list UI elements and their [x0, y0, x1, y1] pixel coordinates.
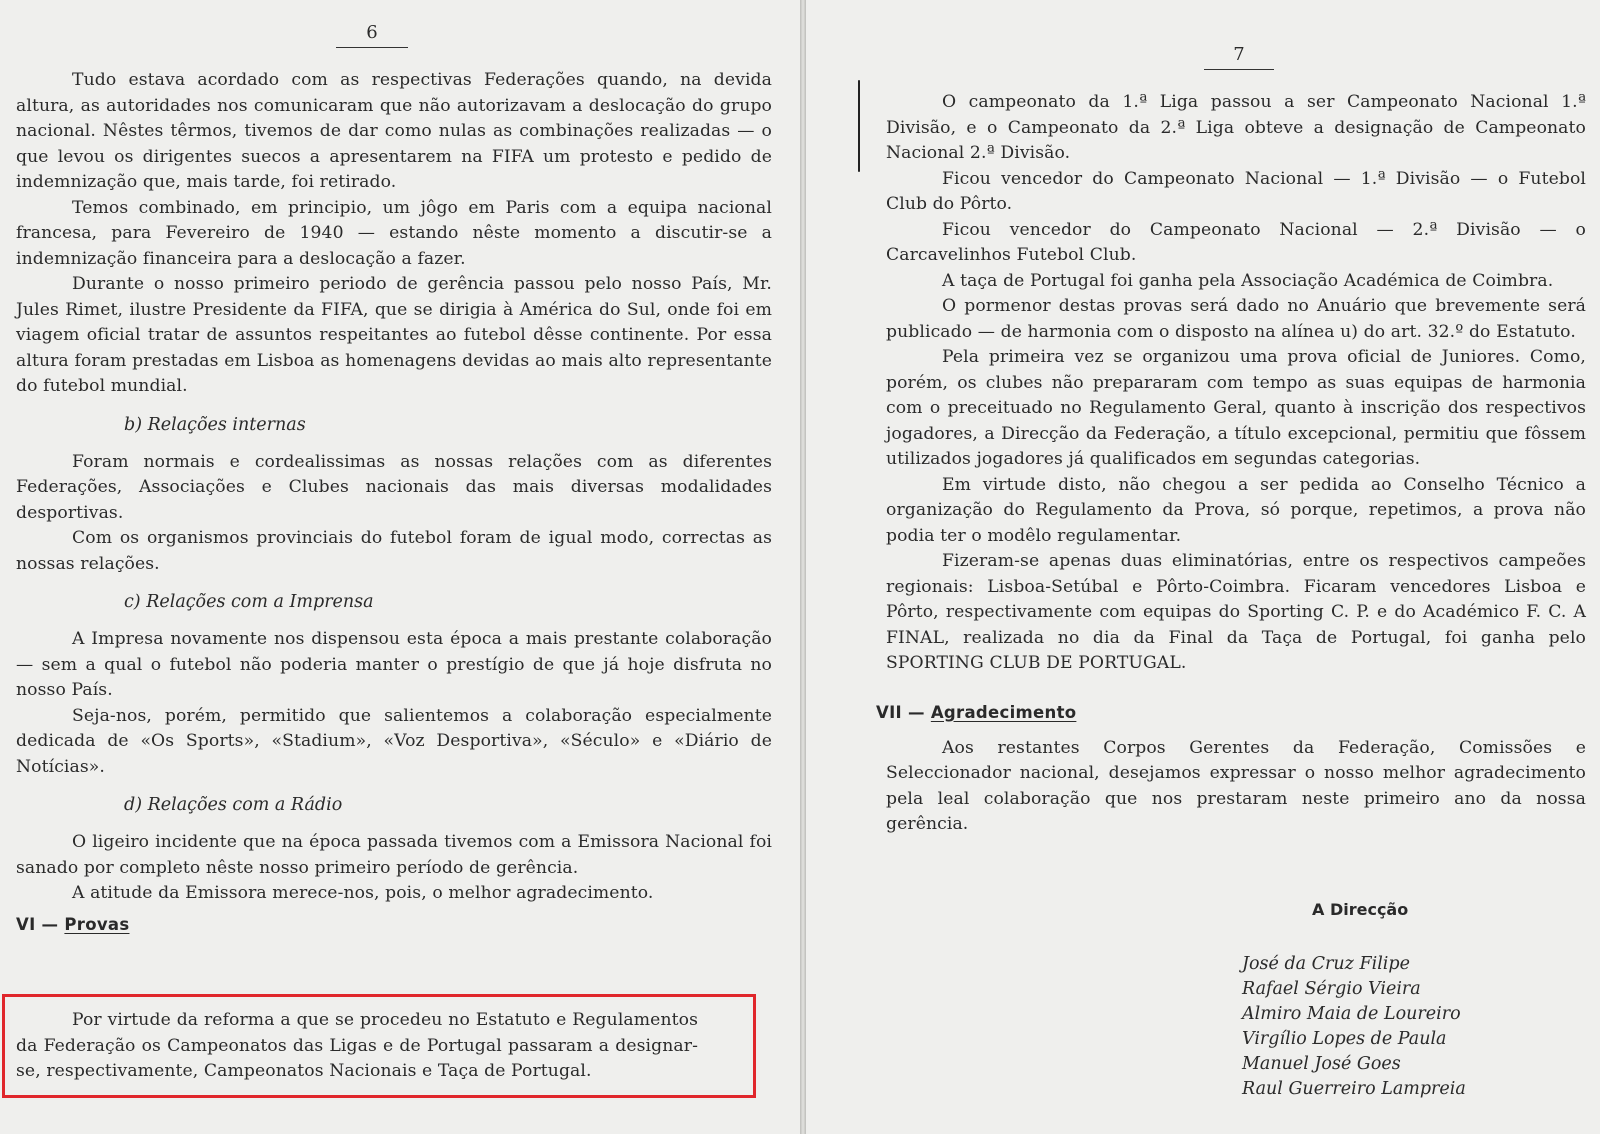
paragraph: Durante o nosso primeiro periodo de gerência passou pelo nosso País, Mr. Jules Rimet, ilustre Presidente da FIFA, que se dirigia à América do Sul, onde foi em viagem oficial tratar de assuntos respeitantes ao futebol dêsse continente. Por essa altura foram prestadas em Lisboa as homenagens devidas ao mais alto representante do futebol mundial. — [16, 274, 772, 396]
signatory-name: José da Cruz Filipe — [1242, 954, 1410, 974]
paragraph: A Impresa novamente nos dispensou esta época a mais prestante colaboração — sem a qual o futebol não poderia manter o prestígio de que já hoje disfruta no nosso País. — [16, 629, 772, 700]
paragraph: Pela primeira vez se organizou uma prova oficial de Juniores. Como, porém, os clubes não prepararam com tempo as suas equipas de harmonia com o preceituado no Regulamento Geral, quanto à inscrição dos respectivos jogadores, a Direcção da Federação, a título excepcional, permitiu que fôssem utilizados jogadores já qualificados em segundas categorias. — [886, 347, 1586, 469]
paragraph: A taça de Portugal foi ganha pela Associação Académica de Coimbra. — [942, 270, 1554, 291]
signature-heading: A Direcção — [1312, 900, 1409, 919]
paragraph: Temos combinado, em principio, um jôgo em Paris com a equipa nacional francesa, para Fevereiro de 1940 — estando nêste momento a discutir-se a indemnização financeira para a deslocação a fazer. — [16, 197, 772, 269]
signatory-name: Raul Guerreiro Lampreia — [1242, 1079, 1466, 1099]
signatory-name: Rafael Sérgio Vieira — [1242, 979, 1421, 999]
right-page — [806, 0, 1600, 1134]
page-number-rule — [1204, 69, 1274, 70]
signatories-list — [1242, 952, 1466, 1102]
page-number-7 — [1204, 44, 1274, 70]
paragraph: Em virtude disto, não chegou a ser pedida ao Conselho Técnico a organização do Regulamento da Prova, só porque, repetimos, a prova não podia ter o modêlo regulamentar. — [886, 474, 1586, 546]
paragraph: Ficou vencedor do Campeonato Nacional — 2.ª Divisão — o Carcavelinhos Futebol Club. — [886, 219, 1586, 265]
section-number: VI — — [16, 914, 59, 934]
subsection-heading-c: c) Relações com a Imprensa — [124, 592, 374, 612]
signatory-name: Manuel José Goes — [1242, 1054, 1401, 1074]
section-title: Provas — [64, 914, 130, 934]
page-number-text: 6 — [366, 22, 378, 43]
paragraph: O campeonato da 1.ª Liga passou a ser Campeonato Nacional 1.ª Divisão, e o Campeonato da 2.ª Liga obteve a designação de Campeonato Nacional 2.ª Divisão. — [886, 92, 1586, 163]
signatory-name: Almiro Maia de Loureiro — [1242, 1004, 1461, 1024]
section-heading-vii — [876, 703, 1586, 722]
paragraph: Foram normais e cordealissimas as nossas relações com as diferentes Federações, Associações e Clubes nacionais das mais diversas modalidades desportivas. — [16, 451, 772, 523]
section-heading-vi — [16, 915, 772, 934]
section-number: VII — — [876, 702, 925, 722]
page-number-rule — [336, 47, 408, 48]
subsection-heading-b: b) Relações internas — [124, 414, 306, 435]
margin-mark — [858, 80, 860, 172]
paragraph: O ligeiro incidente que na época passada tivemos com a Emissora Nacional foi sanado por completo nêste nosso primeiro período de gerência. — [16, 832, 772, 878]
paragraph: Seja-nos, porém, permitido que salientemos a colaboração especialmente dedicada de «Os Sports», «Stadium», «Voz Desportiva», «Século» e «Diário de Notícias». — [16, 705, 772, 777]
section-title: Agradecimento — [930, 702, 1077, 722]
signatory-name: Virgílio Lopes de Paula — [1242, 1029, 1447, 1049]
paragraph: Aos restantes Corpos Gerentes da Federação, Comissões e Seleccionador nacional, desejamos expressar o nosso melhor agradecimento pela leal colaboração que nos prestaram neste primeiro ano da nossa gerência. — [886, 737, 1586, 834]
paragraph: Com os organismos provinciais do futebol foram de igual modo, correctas as nossas relações. — [16, 528, 772, 574]
paragraph: A atitude da Emissora merece-nos, pois, o melhor agradecimento. — [72, 883, 654, 903]
page-number-6 — [336, 22, 408, 48]
subsection-heading-d: d) Relações com a Rádio — [124, 795, 343, 815]
page-number-text: 7 — [1233, 44, 1245, 65]
paragraph: Tudo estava acordado com as respectivas Federações quando, na devida altura, as autoridades nos comunicaram que não autorizavam a deslocação do grupo nacional. Nêstes têrmos, tivemos de dar como nulas as combinações realizadas — o que levou os dirigentes suecos a apresentarem na FIFA um protesto e pedido de indemnização que, mais tarde, foi retirado. — [16, 70, 772, 192]
paragraph: Ficou vencedor do Campeonato Nacional — 1.ª Divisão — o Futebol Club do Pôrto. — [886, 168, 1586, 214]
highlighted-paragraph: Por virtude da reforma a que se procedeu no Estatuto e Regulamentos da Federação os Campeonatos das Ligas e de Portugal passaram a designar-se, respectivamente, Campeonatos Nacionais e Taça de Portugal. — [16, 1010, 698, 1081]
paragraph: O pormenor destas provas será dado no Anuário que brevemente será publicado — de harmonia com o disposto na alínea u) do art. 32.º do Estatuto. — [886, 296, 1586, 342]
paragraph: Fizeram-se apenas duas eliminatórias, entre os respectivos campeões regionais: Lisboa-Setúbal e Pôrto-Coimbra. Ficaram vencedores Lisboa e Pôrto, respectivamente com equipas do Sporting C. P. e do Académico F. C. A FINAL, realizada no dia da Final da Taça de Portugal, foi ganha pelo SPORTING CLUB DE PORTUGAL. — [886, 551, 1586, 673]
